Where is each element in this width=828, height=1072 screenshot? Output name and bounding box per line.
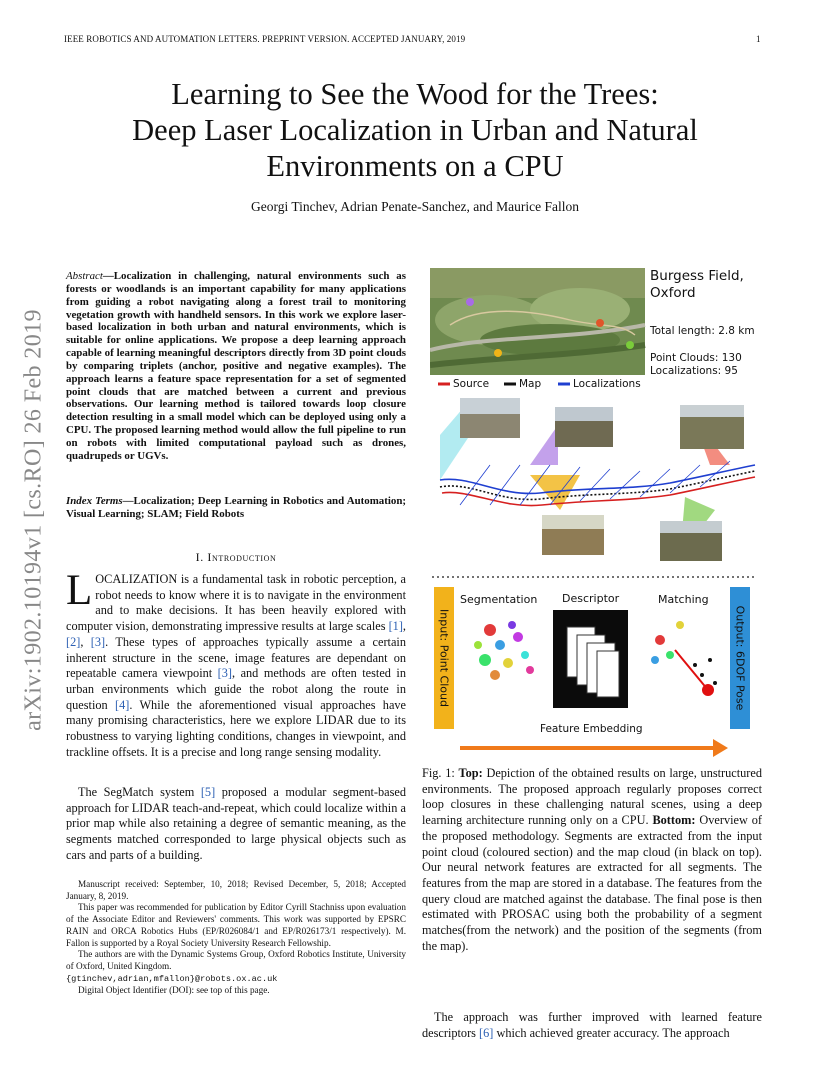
pipeline-arrow [460, 739, 728, 757]
right-column-paragraph [422, 1010, 762, 1041]
caption-label: Fig. 1: [422, 766, 455, 780]
caption-bottom-text: Overview of the proposed methodology. Segments are extracted from the input point cloud (coloured section) and the map cloud (in black on top). Our neural network features are extracted for all segments. The features from the map are stored in a database. The features from the query cloud are matched against the database. The final pose is then estimated with PROSAC using both the probability of a segment matches(from the network) and the position of the segments (from the map). [422, 813, 762, 953]
footnote-doi: Digital Object Identifier (DOI): see top of this page. [78, 985, 270, 996]
footnote-affiliation: The authors are with the Dynamic Systems Group, Oxford Robotics Institute, University of Oxford, United Kingdom. [66, 949, 406, 971]
caption-top-text: Depiction of the obtained results on large, unstructured environments. The proposed approach regularly proposes correct loop closures in these challenging natural scenes, using a deep learning architecture running only on a CPU. [422, 766, 763, 828]
title-line-2: Deep Laser Localization in Urban and Natural [132, 113, 698, 147]
citation-3[interactable]: [3] [90, 634, 106, 649]
title-line-1: Learning to See the Wood for the Trees: [171, 77, 659, 111]
footnote-emails: {gtinchev,adrian,mfallon}@robots.ox.ac.uk [66, 973, 278, 984]
feature-embedding-label: Feature Embedding [540, 723, 643, 735]
intro2-text-b: proposed a modular segment-based approach for LIDAR teach-and-repeat, which could localize within a prior map while also retaining a degree of semantic meaning, as the segments matched corresponded to large physical objects such as cars and parts of a building. [66, 785, 407, 862]
right-text-b: which achieved greater accuracy. The approach [493, 1025, 730, 1040]
section-number: I. [195, 550, 204, 564]
total-length: Total length: 2.8 km [650, 325, 755, 337]
index-terms-text: —Localization; Deep Learning in Robotics and Automation; Visual Learning; SLAM; Field Robots [66, 495, 406, 520]
output-label: Output: 6DOF Pose [733, 605, 747, 711]
right-text-a: The approach was further improved with learned feature descriptors [422, 1010, 762, 1040]
intro2-text-a: The SegMatch system [78, 785, 201, 799]
legend-map: Map [519, 378, 542, 390]
footnote-received: Manuscript received: September, 10, 2018; Revised December, 5, 2018; Accepted January, 8, 2019. [66, 879, 406, 901]
drop-cap: L [66, 567, 93, 614]
figure-1 [430, 265, 760, 765]
stage-matching: Matching [658, 593, 709, 606]
input-label: Input: Point Cloud [437, 609, 451, 707]
matching-cloud [651, 621, 717, 696]
caption-top-label: Top: [458, 766, 483, 780]
citation-4[interactable]: [4] [114, 697, 130, 712]
localizations-count: Localizations: 95 [650, 365, 738, 377]
citation-6[interactable]: [6] [479, 1025, 494, 1040]
footnote-editor: This paper was recommended for publication by Editor Cyrill Stachniss upon evaluation of the Associate Editor and Reviewers' comments. This work was supported by EPSRC RAIN and ORCA Robotics Hubs (EP/R026084/1 and EP/R026173/1 respectively). M. Fallon is supported by a Royal Society University Research Fellowship. [66, 902, 406, 948]
author-list: Georgi Tinchev, Adrian Penate-Sanchez, and Maurice Fallon [250, 199, 580, 214]
index-terms-label: Index Terms [66, 495, 123, 507]
stage-segmentation: Segmentation [460, 593, 538, 606]
citation-2[interactable]: [2] [66, 634, 81, 649]
intro-text-c: , and methods are often tested in urban environments which guide the robot along the route in question [66, 666, 406, 712]
figure-1-graphic [430, 265, 760, 765]
location-line-1: Burgess Field, [650, 268, 744, 284]
footnotes [66, 879, 406, 997]
section-title: Introduction [207, 550, 277, 564]
section-heading [66, 550, 406, 565]
cloud-stats [650, 352, 742, 378]
abstract [66, 270, 406, 463]
arxiv-stamp [20, 285, 48, 755]
legend-localizations: Localizations [573, 378, 641, 390]
paper-title [60, 76, 770, 184]
intro-paragraph-1: LOCALIZATION is a fundamental task in robotic perception, a robot needs to know where it is to navigate in the environment and to make decisions. It has been heavily explored with computer vision, demonstrating impressive results at large scales [1], [2], [3]. These types of approaches typically assume a certain inherent structure in the scene, image features are dependant on repeatable camera viewpoint [3], and methods are often tested in urban environments which guide the robot along the route in question [4]. While the aforementioned visual approaches have many promising characteristics, here we explore LIDAR due to its robustness to varying lighting conditions, changes in viewpoint, and trackline offsets. It is a precise and long range sensing modality. [66, 567, 407, 759]
legend-source: Source [453, 378, 490, 390]
title-line-3: Environments on a CPU [266, 149, 564, 183]
intro-text-b: . These types of approaches typically assume a certain inherent structure in the scene, image features are dependant on repeatable camera viewpoint [66, 634, 406, 681]
satellite-map [430, 268, 645, 375]
descriptor-network [553, 610, 628, 708]
intro-text-d: . While the aforementioned visual approaches have many promising characteristics, here we explore LIDAR due to its robustness to varying lighting conditions, changes in viewpoint, and trackline offsets. It is a precise and long range sensing modality. [66, 697, 407, 759]
point-cloud-trails [440, 461, 755, 506]
citation-1[interactable]: [1] [388, 619, 403, 634]
trail-photos [440, 398, 744, 561]
index-terms [66, 495, 406, 521]
running-header: IEEE ROBOTICS AND AUTOMATION LETTERS. PREPRINT VERSION. ACCEPTED JANUARY, 2019 [64, 34, 466, 44]
stage-descriptor: Descriptor [562, 592, 620, 605]
figure-caption [422, 766, 762, 954]
citation-5[interactable]: [5] [200, 785, 216, 799]
input-label-box [434, 587, 454, 729]
intro-text-a: OCALIZATION is a fundamental task in robotic perception, a robot needs to know where it is to navigate in the environment and to make decisions. It has been heavily explored with computer vision, demonstrating impressive results at large scales [66, 572, 406, 634]
arxiv-stamp-text: arXiv:1902.10194v1 [cs.RO] 26 Feb 2019 [20, 309, 47, 731]
location-line-2: Oxford [650, 285, 696, 301]
location-label [650, 268, 744, 302]
intro-paragraph-2 [66, 785, 406, 864]
abstract-label: Abstract [66, 270, 103, 282]
caption-bottom-label: Bottom: [652, 813, 696, 828]
output-label-box [730, 587, 750, 729]
page-number: 1 [756, 34, 761, 44]
point-clouds-count: Point Clouds: 130 [650, 352, 742, 364]
abstract-text: —Localization in challenging, natural environments such as forests or woodlands is an important capability for many applications from guiding a robot navigating along a forest trail to monitoring vegetation growth with handheld sensors. In this work we explore laser-based localization in both urban and natural environments, which is suitable for online applications. We propose a deep learning approach capable of learning meaningful descriptors directly from 3D point clouds by comparing triplets (anchor, positive and negative examples). The approach learns a feature space representation for a set of segmented point clouds that are matched between a current and previous observations. Our learning method is tailored towards loop closure detection resulting in a small model which can be deployed using only a CPU. The proposed learning method would allow the full pipeline to run on robots with limited computational payload such as drones, quadrupeds or UGVs. [66, 270, 406, 462]
citation-3b[interactable]: [3] [217, 666, 233, 681]
segmentation-cloud [474, 621, 534, 680]
